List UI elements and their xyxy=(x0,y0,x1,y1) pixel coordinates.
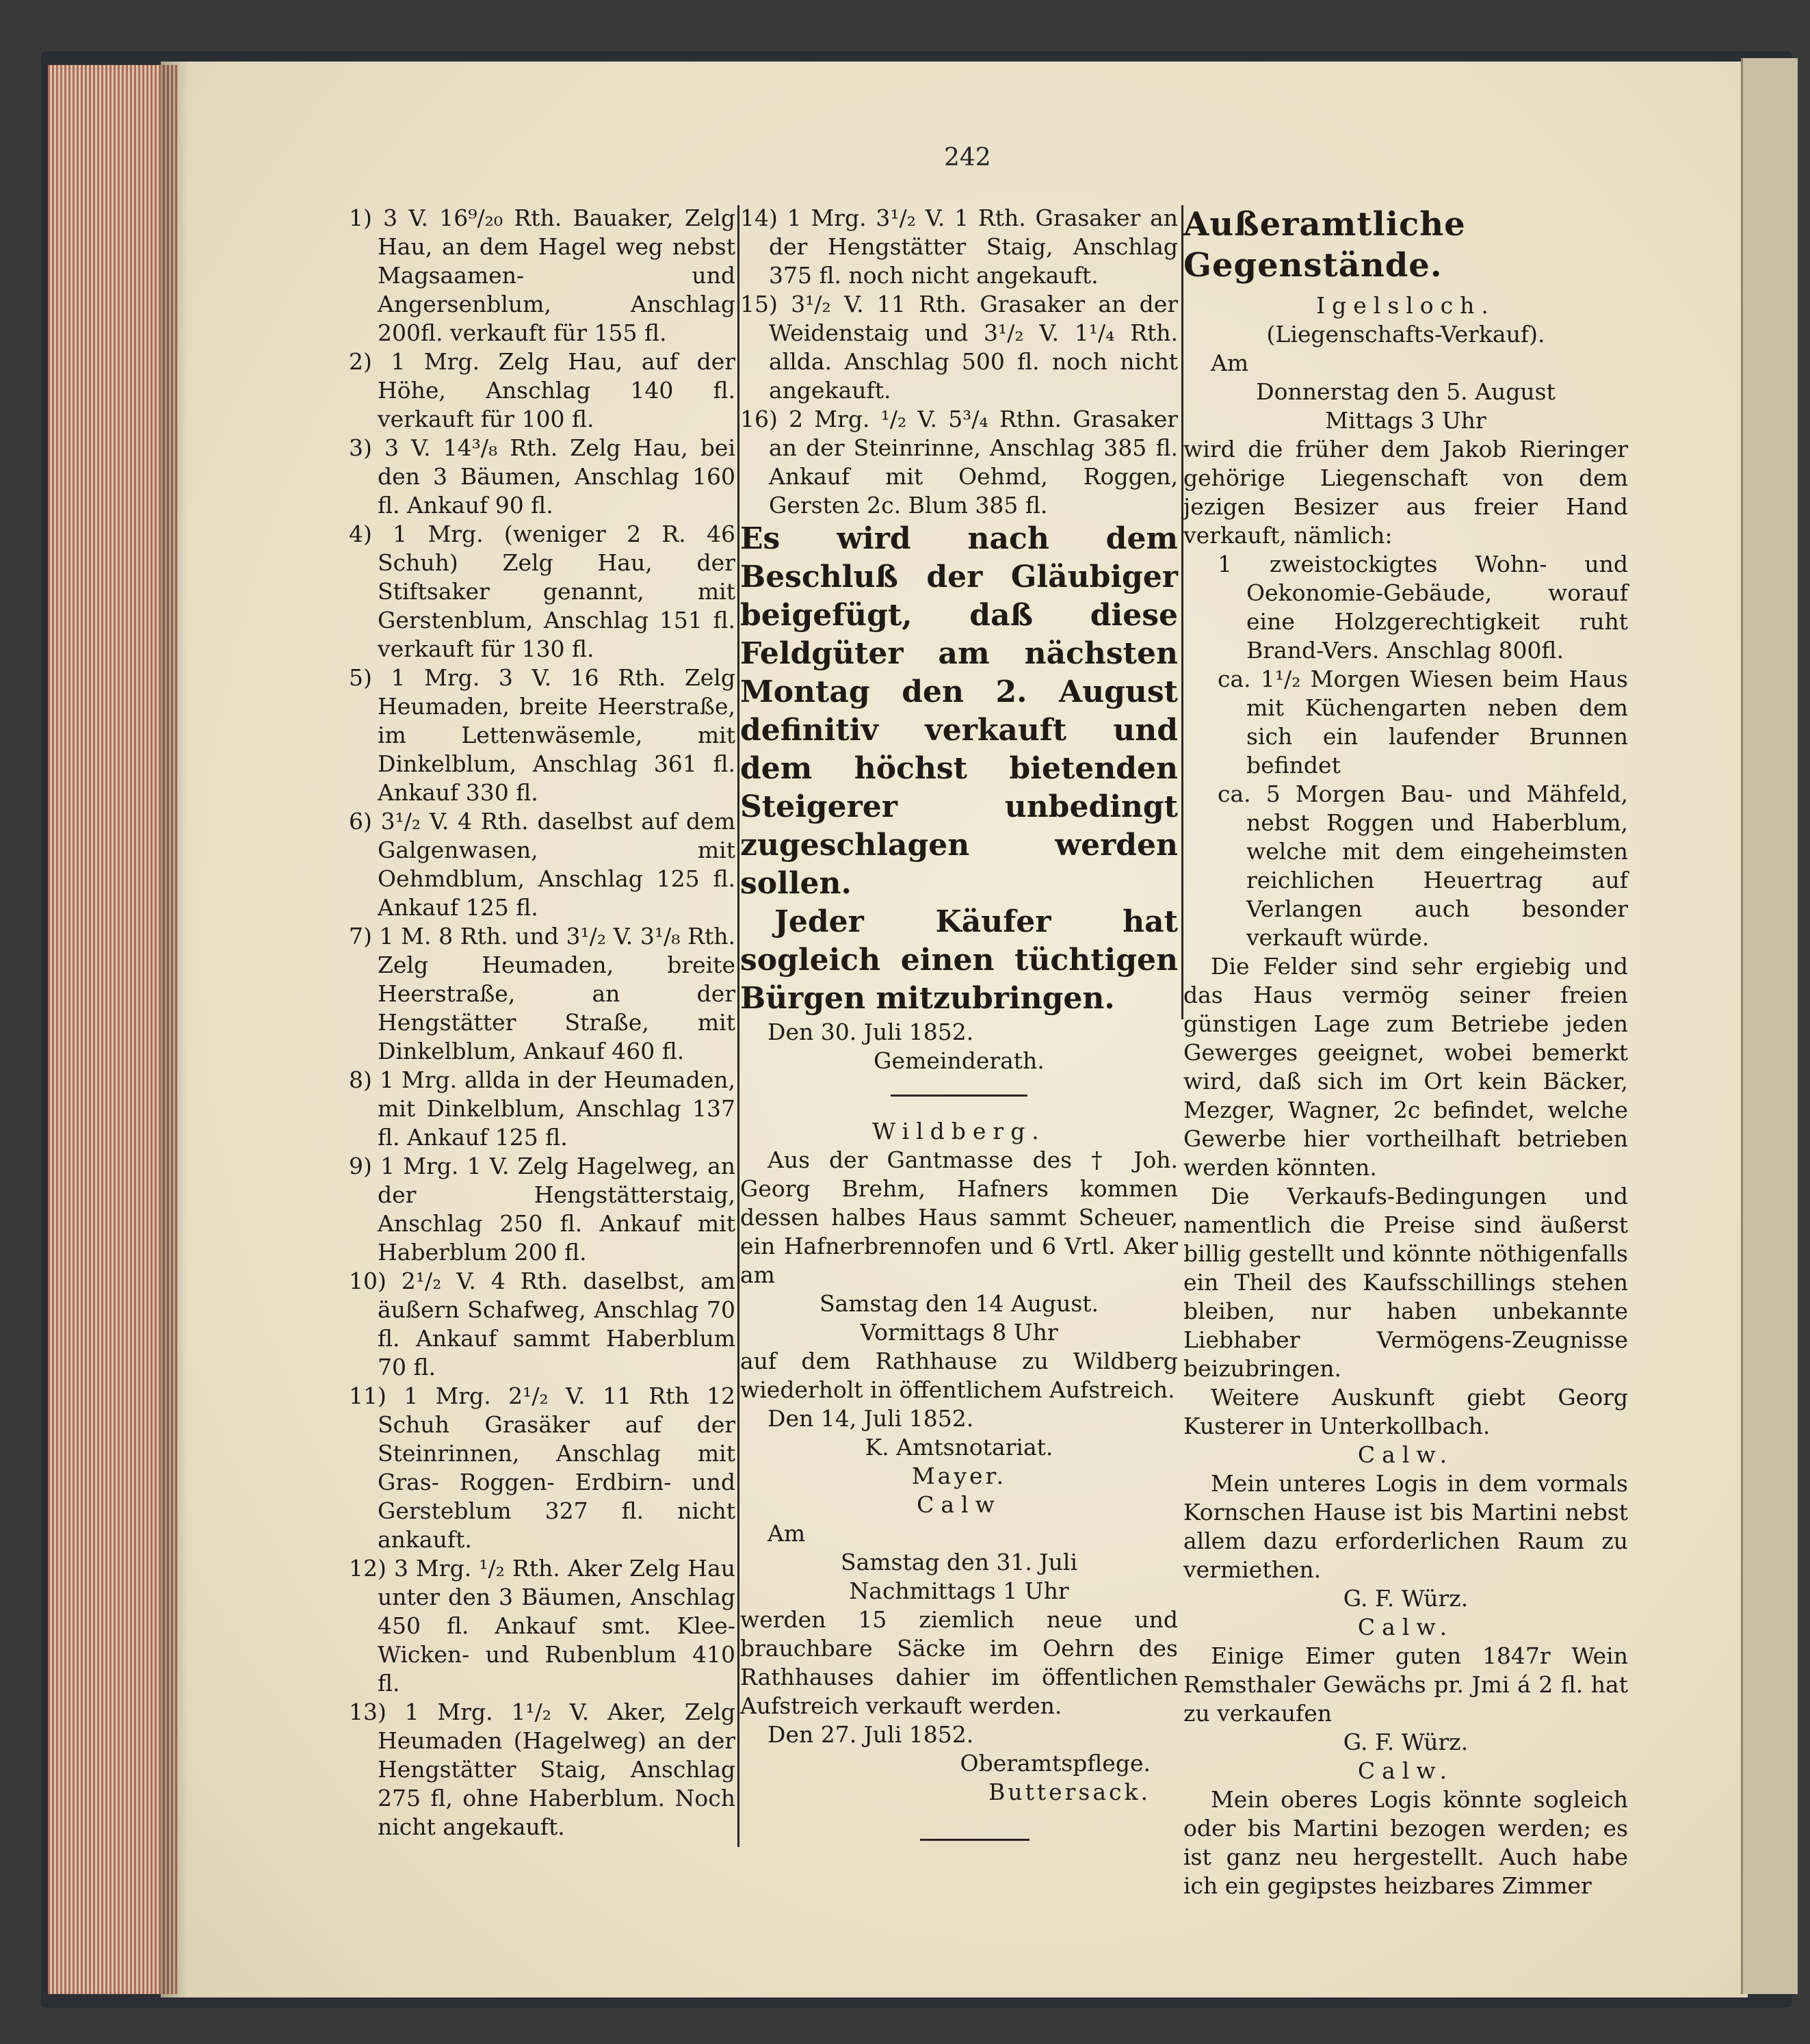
next-page-edge xyxy=(1741,58,1798,1994)
igelsloch-text2: Die Felder sind sehr ergiebig und das Haus vermög seiner freien günstigen Lage zum Betriebe jeden Gewerges geeignet, wobei bemerkt wird, daß sich im Ort kein Bäcker, Mezger, Wagner, 2c befindet, welche Gewerbe hier vortheilhaft betrieben werden könnten. xyxy=(1183,953,1628,1181)
wildberg-date: Den 14, Juli 1852. xyxy=(768,1405,974,1432)
lot-item: 15) 3¹/₂ V. 11 Rth. Grasaker an der Weidenstaig und 3¹/₂ V. 1¹/₄ Rth. allda. Anschlag 500 fl. noch nicht angekauft. xyxy=(740,291,1178,404)
notice-signature: Gemeinderath. xyxy=(874,1047,1045,1074)
wildberg-day: Samstag den 14 August. xyxy=(819,1290,1099,1317)
place-heading-calw: Calw. xyxy=(1357,1441,1454,1468)
lot-item: 3) 3 V. 14³/₈ Rth. Zelg Hau, bei den 3 Bäumen, Anschlag 160 fl. Ankauf 90 fl. xyxy=(349,434,735,519)
notice-date: Den 30. Juli 1852. xyxy=(768,1019,974,1045)
calw-signature: Buttersack. xyxy=(988,1779,1151,1805)
igelsloch-text: wird die früher dem Jakob Rieringer gehörige Liegenschaft von dem jezigen Besizer aus freier Hand verkauft, nämlich: xyxy=(1183,436,1628,549)
auction-notice: Es wird nach dem Beschluß der Gläubiger beigefügt, daß diese Feldgüter am nächsten Montag den 2. August definitiv verkauft und dem höchst bietenden Steigerer unbedingt zugeschlagen werden sollen. xyxy=(740,521,1178,901)
calw-text: werden 15 ziemlich neue und brauchbare Säcke im Oehrn des Rathhauses dahier im öffentlichen Aufstreich verkauft werden. xyxy=(740,1606,1178,1719)
calw-time: Nachmittags 1 Uhr xyxy=(849,1577,1069,1604)
guarantor-notice: Jeder Käufer hat sogleich einen tüchtigen Bürgen mitzubringen. xyxy=(740,904,1178,1016)
column-3 xyxy=(1183,204,1628,1900)
calw3-text: Mein oberes Logis könnte sogleich oder bis Martini bezogen werden; es ist ganz neu hergestellt. Auch habe ich ein gegipstes heizbares Zimmer xyxy=(1183,1786,1628,1899)
igelsloch-time: Mittags 3 Uhr xyxy=(1325,407,1486,434)
lot-item: 7) 1 M. 8 Rth. und 3¹/₂ V. 3¹/₈ Rth. Zelg Heumaden, breite Heerstraße, an der Hengstätter Straße, mit Dinkelblum, Ankauf 460 fl. xyxy=(349,923,735,1064)
column-rule-left xyxy=(737,205,739,1847)
lot-item: 9) 1 Mrg. 1 V. Zelg Hagelweg, an der Hengstätterstaig, Anschlag 250 fl. Ankauf mit Haberblum 200 fl. xyxy=(349,1153,735,1266)
wildberg-signature: Mayer. xyxy=(911,1463,1007,1489)
section-heading: Außeramtliche Gegenstände. xyxy=(1183,205,1466,285)
lot-item: 6) 3¹/₂ V. 4 Rth. daselbst auf dem Galgenwasen, mit Oehmdblum, Anschlag 125 fl. Ankauf 125 fl. xyxy=(349,808,735,921)
place-heading-calw: Calw. xyxy=(1357,1757,1454,1784)
calw1-signature: G. F. Würz. xyxy=(1343,1585,1469,1612)
lot-item: 11) 1 Mrg. 2¹/₂ V. 11 Rth 12 Schuh Grasäker auf der Steinrinnen, Anschlag mit Gras- Roggen- Erdbirn- und Gersteblum 327 fl. nicht ankauft. xyxy=(349,1383,735,1553)
calw2-text: Einige Eimer guten 1847r Wein Remsthaler Gewächs pr. Jmi á 2 fl. hat zu verkaufen xyxy=(1183,1642,1628,1727)
calw1-text: Mein unteres Logis in dem vormals Kornschen Hause ist bis Martini nebst allem dazu erforderlichen Raum zu vermiethen. xyxy=(1183,1470,1628,1583)
igelsloch-day: Donnerstag den 5. August xyxy=(1256,378,1556,405)
lot-item: 8) 1 Mrg. allda in der Heumaden, mit Dinkelblum, Anschlag 137 fl. Ankauf 125 fl. xyxy=(349,1066,735,1151)
wildberg-time: Vormittags 8 Uhr xyxy=(860,1319,1058,1346)
calw-day: Samstag den 31. Juli xyxy=(840,1549,1078,1575)
calw-office: Oberamtspflege. xyxy=(960,1750,1151,1777)
column-2 xyxy=(740,204,1178,1807)
lot-item: 4) 1 Mrg. (weniger 2 R. 46 Schuh) Zelg Hau, der Stiftsaker genannt, mit Gerstenblum, Anschlag 151 fl. verkauft für 130 fl. xyxy=(349,521,735,662)
place-heading-wildberg: Wildberg. xyxy=(872,1118,1046,1144)
calw2-signature: G. F. Würz. xyxy=(1343,1729,1469,1755)
lot-item: 12) 3 Mrg. ¹/₂ Rth. Aker Zelg Hau unter den 3 Bäumen, Anschlag 450 fl. Ankauf smt. Klee- Wicken- und Rubenblum 410 fl. xyxy=(349,1555,735,1696)
page-edges xyxy=(48,65,178,1994)
lot-item: 14) 1 Mrg. 3¹/₂ V. 1 Rth. Grasaker an der Hengstätter Staig, Anschlag 375 fl. noch nicht angekauft. xyxy=(740,205,1178,289)
property-item: 1 zweistockigtes Wohn- und Oekonomie-Gebäude, worauf eine Holzgerechtigkeit ruht Brand-Vers. Anschlag 800fl. xyxy=(1218,551,1628,664)
calw-date: Den 27. Juli 1852. xyxy=(768,1721,974,1748)
wildberg-text: Aus der Gantmasse des † Joh. Georg Brehm, Hafners kommen dessen halbes Haus sammt Scheuer, ein Hafnerbrennofen und 6 Vrtl. Aker am xyxy=(740,1147,1178,1288)
property-item: ca. 1¹/₂ Morgen Wiesen beim Haus mit Küchengarten neben dem sich ein laufender Brunnen befindet xyxy=(1218,666,1628,778)
wildberg-text2: auf dem Rathhause zu Wildberg wiederholt in öffentlichem Aufstreich. xyxy=(740,1348,1178,1403)
column-1 xyxy=(349,204,735,1842)
section-divider xyxy=(920,1839,1029,1841)
igelsloch-text3: Die Verkaufs-Bedingungen und namentlich die Preise sind äußerst billig gestellt und könnte nöthigenfalls ein Theil des Kaufsschillings stehen bleiben, nur haben unbekannte Liebhaber Vermögens-Zeugnisse beizubringen. xyxy=(1183,1183,1628,1382)
lot-item: 13) 1 Mrg. 1¹/₂ V. Aker, Zelg Heumaden (Hagelweg) an der Hengstätter Staig, Anschlag 275 fl, ohne Haberblum. Noch nicht angekauft. xyxy=(349,1699,735,1840)
lot-item: 1) 3 V. 16⁹/₂₀ Rth. Bauaker, Zelg Hau, an dem Hagel weg nebst Magsaamen- und Angersenblum, Anschlag 200fl. verkauft für 155 fl. xyxy=(349,205,735,346)
place-heading-igelsloch: Igelsloch. xyxy=(1316,292,1495,319)
igelsloch-am: Am xyxy=(1211,350,1249,376)
lot-item: 16) 2 Mrg. ¹/₂ V. 5³/₄ Rthn. Grasaker an der Steinrinne, Anschlag 385 fl. Ankauf mit Oehmd, Roggen, Gersten 2c. Blum 385 fl. xyxy=(740,406,1178,519)
property-item: ca. 5 Morgen Bau- und Mähfeld, nebst Roggen und Haberblum, welche mit dem eingeheimsten reichlichen Heuertrag auf Verlangen auch besonder verkauft würde. xyxy=(1218,781,1628,951)
lot-item: 2) 1 Mrg. Zelg Hau, auf der Höhe, Anschlag 140 fl. verkauft für 100 fl. xyxy=(349,348,735,432)
page-number: 242 xyxy=(944,144,991,172)
igelsloch-text4: Weitere Auskunft giebt Georg Kusterer in Unterkollbach. xyxy=(1183,1384,1628,1439)
place-heading-calw: Calw xyxy=(917,1491,1001,1518)
wildberg-office: K. Amtsnotariat. xyxy=(865,1434,1053,1460)
lot-item: 10) 2¹/₂ V. 4 Rth. daselbst, am äußern Schafweg, Anschlag 70 fl. Ankauf sammt Haberblum 70 fl. xyxy=(349,1268,735,1380)
calw-am: Am xyxy=(768,1520,806,1547)
igelsloch-subtitle: (Liegenschafts-Verkauf). xyxy=(1266,321,1545,348)
section-divider xyxy=(891,1095,1027,1097)
page-gutter xyxy=(161,62,188,1997)
place-heading-calw: Calw. xyxy=(1357,1614,1454,1640)
lot-item: 5) 1 Mrg. 3 V. 16 Rth. Zelg Heumaden, breite Heerstraße, im Lettenwäsemle, mit Dinkelblum, Anschlag 361 fl. Ankauf 330 fl. xyxy=(349,664,735,806)
